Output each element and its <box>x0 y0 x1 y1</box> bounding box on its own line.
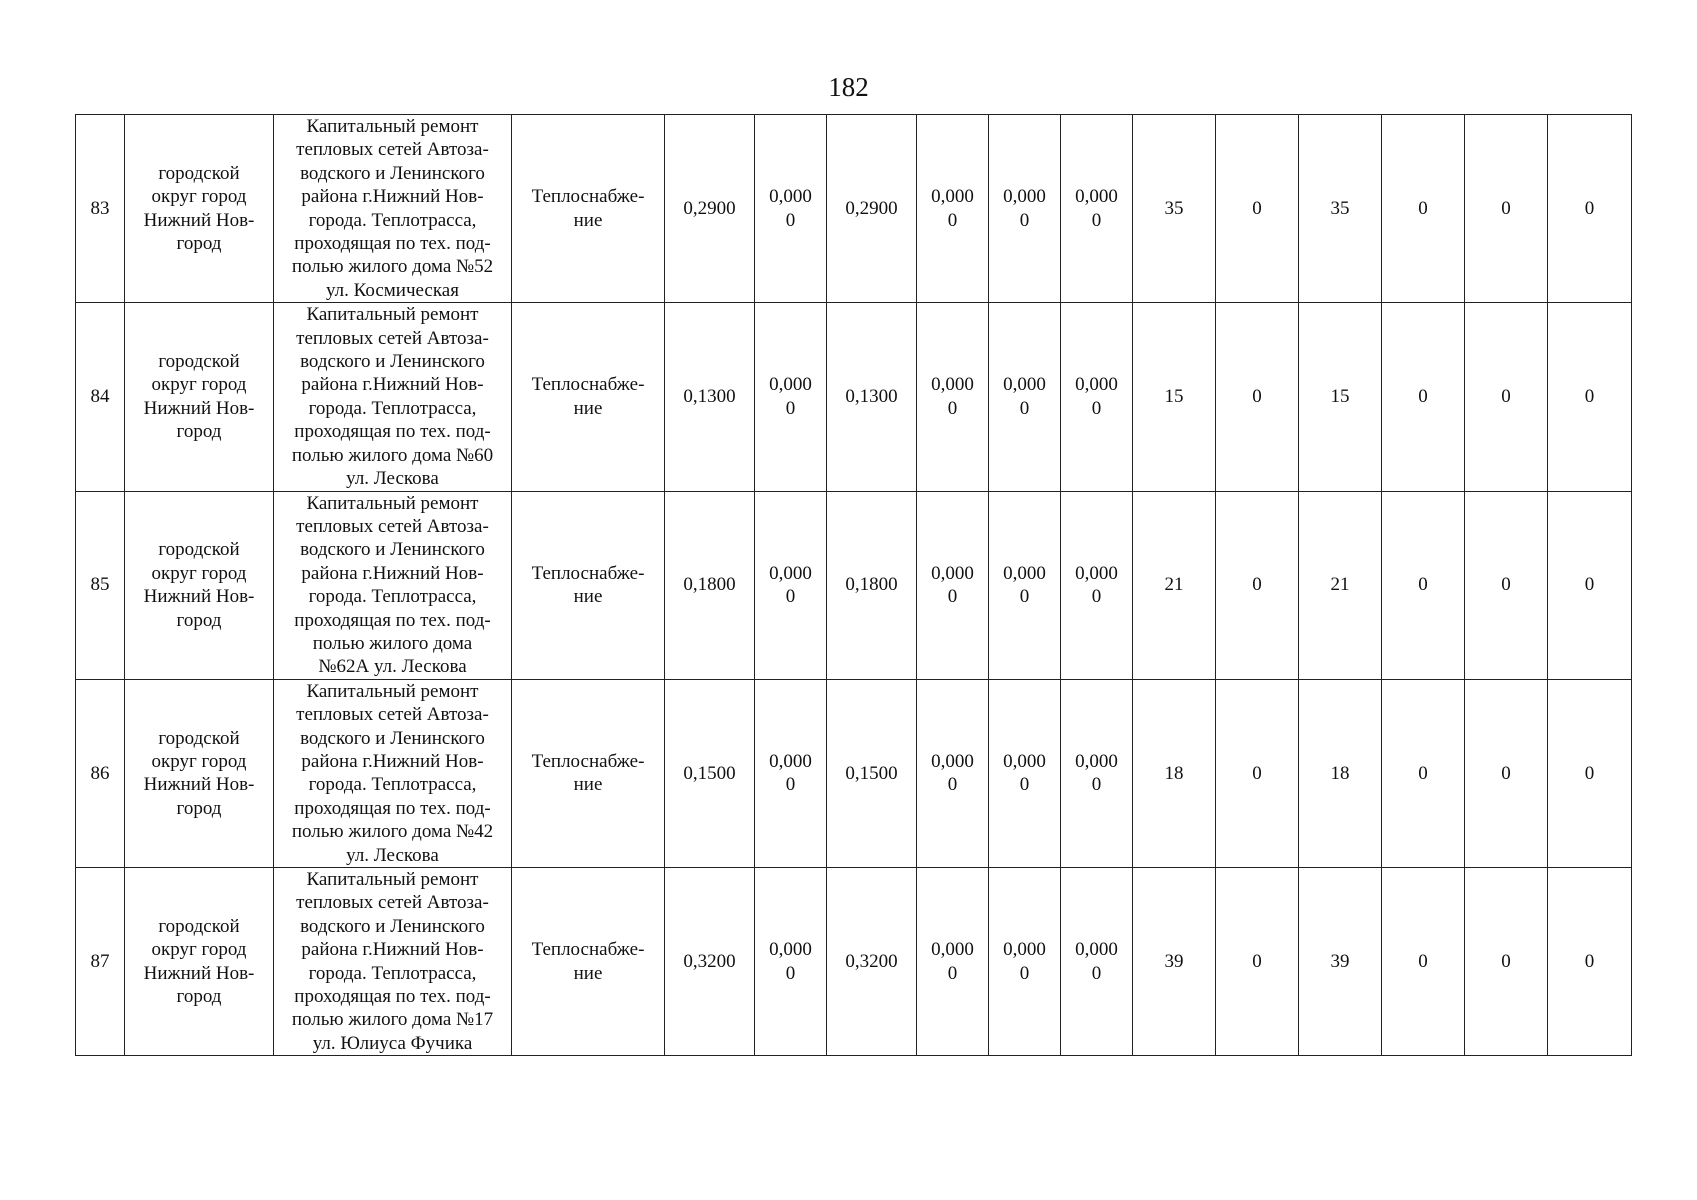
value-cell-6 <box>1061 115 1133 303</box>
text-line: тепловых сетей Автоза- <box>296 139 489 161</box>
text-line: 0,000 <box>769 750 812 772</box>
text-line: ние <box>573 209 603 231</box>
value-cell-9: 39 <box>1299 868 1382 1056</box>
value-cell-4 <box>917 491 989 679</box>
value-cell-4 <box>917 868 989 1056</box>
description-cell <box>274 868 512 1056</box>
text-line: 0 <box>1091 209 1102 231</box>
value-cell-7: 35 <box>1133 115 1216 303</box>
territory-cell <box>125 303 274 491</box>
text-line: городской <box>158 727 240 749</box>
text-line: 0,000 <box>1003 562 1046 584</box>
text-line: 0 <box>1019 962 1030 984</box>
text-line: ние <box>573 962 603 984</box>
text-line: 0 <box>1019 774 1030 796</box>
value-cell-8: 0 <box>1216 868 1299 1056</box>
text-line: 0 <box>947 397 958 419</box>
value-cell-7: 15 <box>1133 303 1216 491</box>
description-text <box>276 868 509 1055</box>
value-cell-6 <box>1061 491 1133 679</box>
territory-cell <box>125 868 274 1056</box>
text-line: 0,000 <box>931 939 974 961</box>
type-text <box>514 185 662 232</box>
text-line: района г.Нижний Нов- <box>301 750 484 772</box>
value-cell-12: 0 <box>1548 115 1632 303</box>
territory-text <box>127 727 271 821</box>
value-cell-3: 0,2900 <box>827 115 917 303</box>
value-cell-3: 0,1800 <box>827 491 917 679</box>
value-cell-6 <box>1061 868 1133 1056</box>
value-text-5 <box>991 562 1058 609</box>
text-line: 0 <box>947 962 958 984</box>
value-cell-4 <box>917 679 989 867</box>
text-line: округ город <box>151 750 247 772</box>
value-text-5 <box>991 373 1058 420</box>
value-cell-11: 0 <box>1465 491 1548 679</box>
text-line: 0 <box>1019 397 1030 419</box>
text-line: городской <box>158 915 240 937</box>
table-row <box>76 868 1632 1056</box>
value-cell-9: 35 <box>1299 115 1382 303</box>
text-line: 0,000 <box>1075 562 1118 584</box>
text-line: 0 <box>947 586 958 608</box>
territory-cell <box>125 115 274 303</box>
text-line: города. Теплотрасса, <box>308 774 477 796</box>
value-cell-3: 0,3200 <box>827 868 917 1056</box>
text-line: тепловых сетей Автоза- <box>296 704 489 726</box>
text-line: ние <box>573 586 603 608</box>
value-cell-7: 18 <box>1133 679 1216 867</box>
type-text <box>514 562 662 609</box>
text-line: водского и Ленинского <box>300 727 485 749</box>
value-text-5 <box>991 185 1058 232</box>
text-line: 0,000 <box>1003 939 1046 961</box>
value-cell-5 <box>989 115 1061 303</box>
value-text-4 <box>919 562 986 609</box>
type-cell <box>512 491 665 679</box>
text-line: проходящая по тех. под- <box>294 421 491 443</box>
value-cell-8: 0 <box>1216 303 1299 491</box>
table-row <box>76 303 1632 491</box>
table-row <box>76 679 1632 867</box>
text-line: проходящая по тех. под- <box>294 986 491 1008</box>
value-cell-12: 0 <box>1548 491 1632 679</box>
value-cell-6 <box>1061 303 1133 491</box>
text-line: 0 <box>1091 397 1102 419</box>
value-text-6 <box>1063 185 1130 232</box>
value-cell-7: 21 <box>1133 491 1216 679</box>
text-line: 0 <box>785 209 796 231</box>
type-cell <box>512 303 665 491</box>
text-line: 0,000 <box>1075 374 1118 396</box>
value-cell-7: 39 <box>1133 868 1216 1056</box>
table-row <box>76 115 1632 303</box>
value-cell-2 <box>755 679 827 867</box>
value-cell-11: 0 <box>1465 115 1548 303</box>
page-number: 182 <box>828 72 869 102</box>
value-text-6 <box>1063 938 1130 985</box>
row-number: 87 <box>76 868 125 1056</box>
text-line: Нижний Нов- <box>143 397 255 419</box>
text-line: водского и Ленинского <box>300 351 485 373</box>
text-line: 0,000 <box>769 186 812 208</box>
text-line: города. Теплотрасса, <box>308 397 477 419</box>
value-cell-1: 0,1500 <box>665 679 755 867</box>
description-cell <box>274 303 512 491</box>
text-line: тепловых сетей Автоза- <box>296 515 489 537</box>
value-text-4 <box>919 185 986 232</box>
type-cell <box>512 868 665 1056</box>
description-cell <box>274 115 512 303</box>
value-cell-5 <box>989 491 1061 679</box>
territory-text <box>127 162 271 256</box>
territory-text <box>127 915 271 1009</box>
text-line: городской <box>158 162 240 184</box>
text-line: 0,000 <box>769 374 812 396</box>
value-cell-9: 15 <box>1299 303 1382 491</box>
text-line: 0,000 <box>931 750 974 772</box>
text-line: №62А ул. Лескова <box>318 656 467 678</box>
text-line: города. Теплотрасса, <box>308 586 477 608</box>
value-cell-10: 0 <box>1382 868 1465 1056</box>
text-line: 0,000 <box>1003 750 1046 772</box>
value-cell-8: 0 <box>1216 679 1299 867</box>
text-line: Теплоснабже- <box>531 562 645 584</box>
text-line: полью жилого дома №17 <box>291 1009 494 1031</box>
text-line: ул. Космическая <box>326 279 459 301</box>
text-line: 0 <box>947 209 958 231</box>
text-line: Нижний Нов- <box>143 586 255 608</box>
text-line: Теплоснабже- <box>531 186 645 208</box>
value-cell-1: 0,1300 <box>665 303 755 491</box>
row-number: 84 <box>76 303 125 491</box>
text-line: город <box>176 233 222 255</box>
value-cell-9: 18 <box>1299 679 1382 867</box>
text-line: района г.Нижний Нов- <box>301 186 484 208</box>
table-body <box>76 115 1632 1056</box>
type-text <box>514 938 662 985</box>
text-line: тепловых сетей Автоза- <box>296 892 489 914</box>
text-line: 0 <box>785 586 796 608</box>
text-line: 0 <box>1091 774 1102 796</box>
description-cell <box>274 491 512 679</box>
text-line: Капитальный ремонт <box>306 492 479 514</box>
value-cell-1: 0,2900 <box>665 115 755 303</box>
value-cell-2 <box>755 303 827 491</box>
value-text-2 <box>757 562 824 609</box>
text-line: ние <box>573 774 603 796</box>
value-cell-4 <box>917 303 989 491</box>
value-cell-8: 0 <box>1216 115 1299 303</box>
works-table <box>75 114 1632 1056</box>
value-cell-1: 0,3200 <box>665 868 755 1056</box>
value-cell-1: 0,1800 <box>665 491 755 679</box>
value-cell-11: 0 <box>1465 868 1548 1056</box>
text-line: 0,000 <box>931 374 974 396</box>
text-line: 0,000 <box>1003 186 1046 208</box>
value-cell-10: 0 <box>1382 491 1465 679</box>
text-line: 0,000 <box>1075 939 1118 961</box>
value-text-2 <box>757 373 824 420</box>
text-line: полью жилого дома <box>312 632 473 654</box>
text-line: Теплоснабже- <box>531 939 645 961</box>
text-line: 0,000 <box>769 939 812 961</box>
value-cell-10: 0 <box>1382 679 1465 867</box>
text-line: 0 <box>947 774 958 796</box>
description-text <box>276 680 509 867</box>
text-line: Капитальный ремонт <box>306 869 479 890</box>
row-number: 83 <box>76 115 125 303</box>
text-line: проходящая по тех. под- <box>294 233 491 255</box>
text-line: проходящая по тех. под- <box>294 797 491 819</box>
description-text <box>276 303 509 490</box>
text-line: полью жилого дома №42 <box>291 821 494 843</box>
text-line: ул. Лескова <box>346 468 439 490</box>
text-line: округ город <box>151 562 247 584</box>
text-line: 0 <box>785 962 796 984</box>
value-cell-11: 0 <box>1465 303 1548 491</box>
row-number: 85 <box>76 491 125 679</box>
value-cell-9: 21 <box>1299 491 1382 679</box>
text-line: полью жилого дома №60 <box>291 444 494 466</box>
value-cell-12: 0 <box>1548 868 1632 1056</box>
value-cell-12: 0 <box>1548 303 1632 491</box>
value-cell-6 <box>1061 679 1133 867</box>
text-line: 0 <box>1019 209 1030 231</box>
text-line: 0,000 <box>1075 750 1118 772</box>
table-row <box>76 491 1632 679</box>
value-cell-11: 0 <box>1465 679 1548 867</box>
value-cell-2 <box>755 868 827 1056</box>
text-line: 0,000 <box>1003 374 1046 396</box>
value-cell-2 <box>755 115 827 303</box>
value-text-2 <box>757 750 824 797</box>
value-cell-10: 0 <box>1382 115 1465 303</box>
territory-text <box>127 538 271 632</box>
text-line: района г.Нижний Нов- <box>301 374 484 396</box>
value-text-2 <box>757 938 824 985</box>
text-line: Теплоснабже- <box>531 374 645 396</box>
value-text-6 <box>1063 562 1130 609</box>
text-line: Капитальный ремонт <box>306 116 479 137</box>
value-text-6 <box>1063 373 1130 420</box>
type-text <box>514 750 662 797</box>
text-line: 0 <box>785 774 796 796</box>
text-line: водского и Ленинского <box>300 915 485 937</box>
value-text-4 <box>919 938 986 985</box>
text-line: Нижний Нов- <box>143 774 255 796</box>
territory-cell <box>125 491 274 679</box>
value-text-5 <box>991 938 1058 985</box>
text-line: города. Теплотрасса, <box>308 209 477 231</box>
text-line: 0,000 <box>769 562 812 584</box>
text-line: город <box>176 609 222 631</box>
type-text <box>514 373 662 420</box>
value-cell-10: 0 <box>1382 303 1465 491</box>
text-line: ул. Лескова <box>346 844 439 866</box>
value-cell-4 <box>917 115 989 303</box>
value-cell-3: 0,1300 <box>827 303 917 491</box>
text-line: тепловых сетей Автоза- <box>296 327 489 349</box>
description-cell <box>274 679 512 867</box>
territory-text <box>127 350 271 444</box>
text-line: района г.Нижний Нов- <box>301 939 484 961</box>
text-line: городской <box>158 351 240 373</box>
type-cell <box>512 679 665 867</box>
text-line: города. Теплотрасса, <box>308 962 477 984</box>
value-cell-5 <box>989 303 1061 491</box>
text-line: ние <box>573 397 603 419</box>
value-cell-12: 0 <box>1548 679 1632 867</box>
text-line: Нижний Нов- <box>143 962 255 984</box>
value-cell-3: 0,1500 <box>827 679 917 867</box>
description-text <box>276 115 509 302</box>
description-text <box>276 492 509 679</box>
value-cell-5 <box>989 868 1061 1056</box>
value-text-2 <box>757 185 824 232</box>
value-cell-5 <box>989 679 1061 867</box>
value-text-4 <box>919 750 986 797</box>
text-line: городской <box>158 539 240 561</box>
text-line: округ город <box>151 939 247 961</box>
text-line: 0,000 <box>931 562 974 584</box>
text-line: город <box>176 797 222 819</box>
text-line: 0 <box>1091 962 1102 984</box>
text-line: округ город <box>151 374 247 396</box>
text-line: Теплоснабже- <box>531 750 645 772</box>
value-text-5 <box>991 750 1058 797</box>
text-line: ул. Юлиуса Фучика <box>312 1032 473 1054</box>
text-line: 0 <box>1019 586 1030 608</box>
text-line: округ город <box>151 186 247 208</box>
text-line: Капитальный ремонт <box>306 680 479 702</box>
text-line: 0,000 <box>1075 186 1118 208</box>
text-line: полью жилого дома №52 <box>291 256 494 278</box>
value-text-4 <box>919 373 986 420</box>
text-line: город <box>176 986 222 1008</box>
value-text-6 <box>1063 750 1130 797</box>
text-line: Нижний Нов- <box>143 209 255 231</box>
text-line: района г.Нижний Нов- <box>301 562 484 584</box>
text-line: проходящая по тех. под- <box>294 609 491 631</box>
text-line: Капитальный ремонт <box>306 304 479 326</box>
row-number: 86 <box>76 679 125 867</box>
text-line: водского и Ленинского <box>300 162 485 184</box>
value-cell-8: 0 <box>1216 491 1299 679</box>
territory-cell <box>125 679 274 867</box>
text-line: 0,000 <box>931 186 974 208</box>
text-line: 0 <box>785 397 796 419</box>
text-line: город <box>176 421 222 443</box>
value-cell-2 <box>755 491 827 679</box>
text-line: водского и Ленинского <box>300 539 485 561</box>
text-line: 0 <box>1091 586 1102 608</box>
type-cell <box>512 115 665 303</box>
